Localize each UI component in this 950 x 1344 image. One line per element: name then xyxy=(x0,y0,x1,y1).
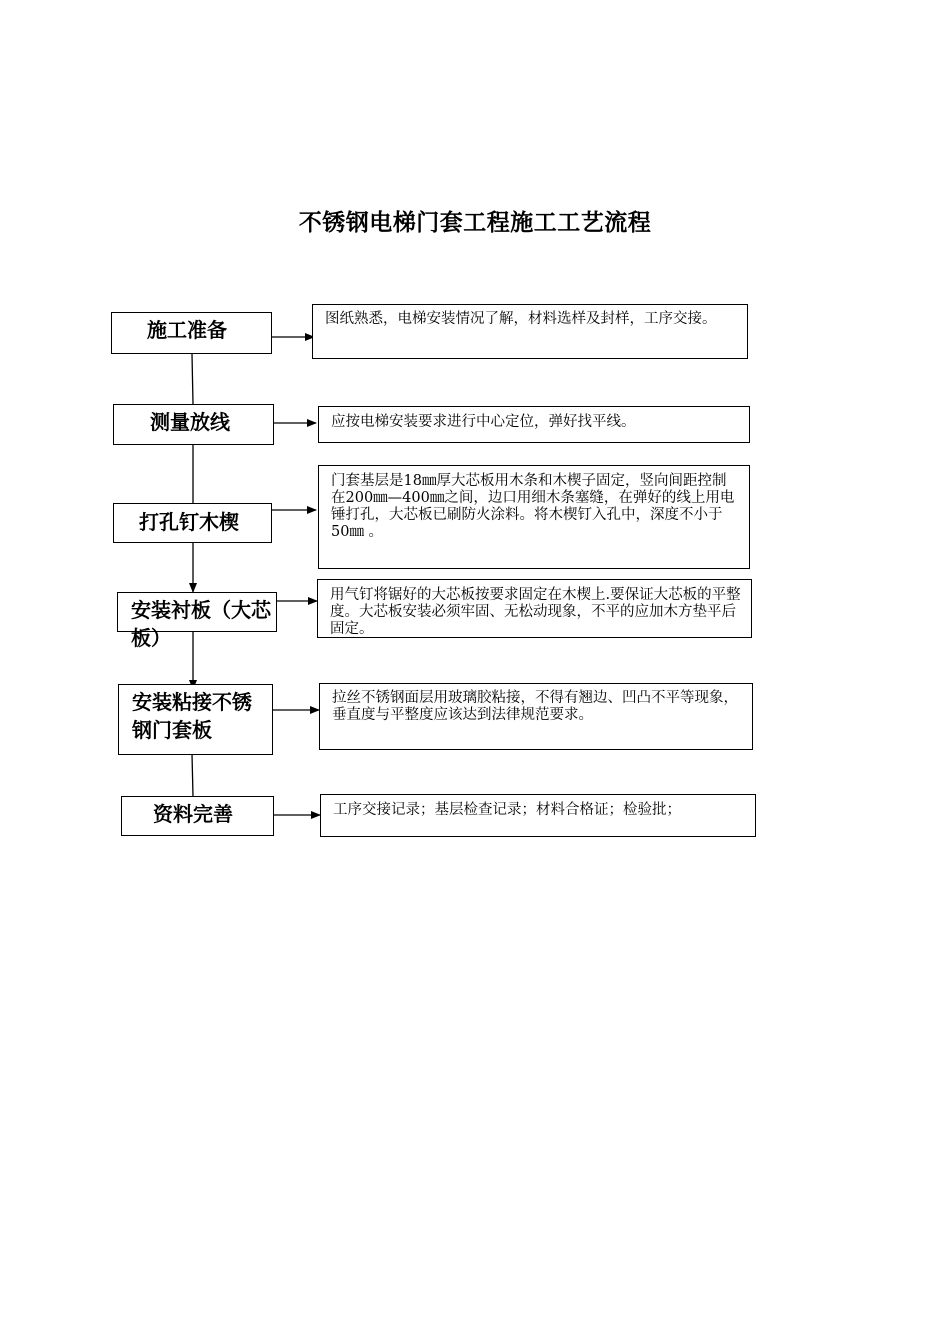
step-label-6: 资料完善 xyxy=(153,802,233,826)
step-box-6 xyxy=(121,796,274,836)
step-description-4: 用气钉将锯好的大芯板按要求固定在木楔上.要保证大芯板的平整度。大芯板安装必须牢固、无松动现象，不平的应加木方垫平后固定。 xyxy=(317,579,752,638)
step-description-2: 应按电梯安装要求进行中心定位，弹好找平线。 xyxy=(318,406,750,443)
page-title: 不锈钢电梯门套工程施工工艺流程 xyxy=(298,210,652,236)
step-box-2 xyxy=(113,404,274,445)
step-description-5: 拉丝不锈钢面层用玻璃胶粘接，不得有翘边、凹凸不平等现象，垂直度与平整度应该达到法律规范要求。 xyxy=(319,683,753,750)
step-description-1: 图纸熟悉，电梯安装情况了解，材料选样及封样，工序交接。 xyxy=(312,304,748,359)
step-box-3 xyxy=(113,503,272,543)
step-label-3: 打孔钉木楔 xyxy=(139,510,239,534)
step-label-1: 施工准备 xyxy=(147,318,227,342)
step-box-5 xyxy=(118,684,273,755)
step-description-3: 门套基层是18㎜厚大芯板用木条和木楔子固定，竖向间距控制在200㎜—400㎜之间，边口用细木条塞缝，在弹好的线上用电锤打孔，大芯板已刷防火涂料。将木楔钉入孔中，深度不小于50㎜ 。 xyxy=(318,465,750,569)
step-box-1 xyxy=(111,312,272,354)
step-box-4 xyxy=(117,592,277,650)
step-description-6: 工序交接记录；基层检查记录；材料合格证；检验批； xyxy=(320,794,756,837)
flow-line-1 xyxy=(192,354,193,404)
flow-line-5 xyxy=(192,754,193,796)
step-label-2: 测量放线 xyxy=(150,410,230,434)
step-label-4: 安装衬板（大芯板） xyxy=(131,598,271,650)
step-label-5: 安装粘接不锈钢门套板 xyxy=(132,690,252,742)
